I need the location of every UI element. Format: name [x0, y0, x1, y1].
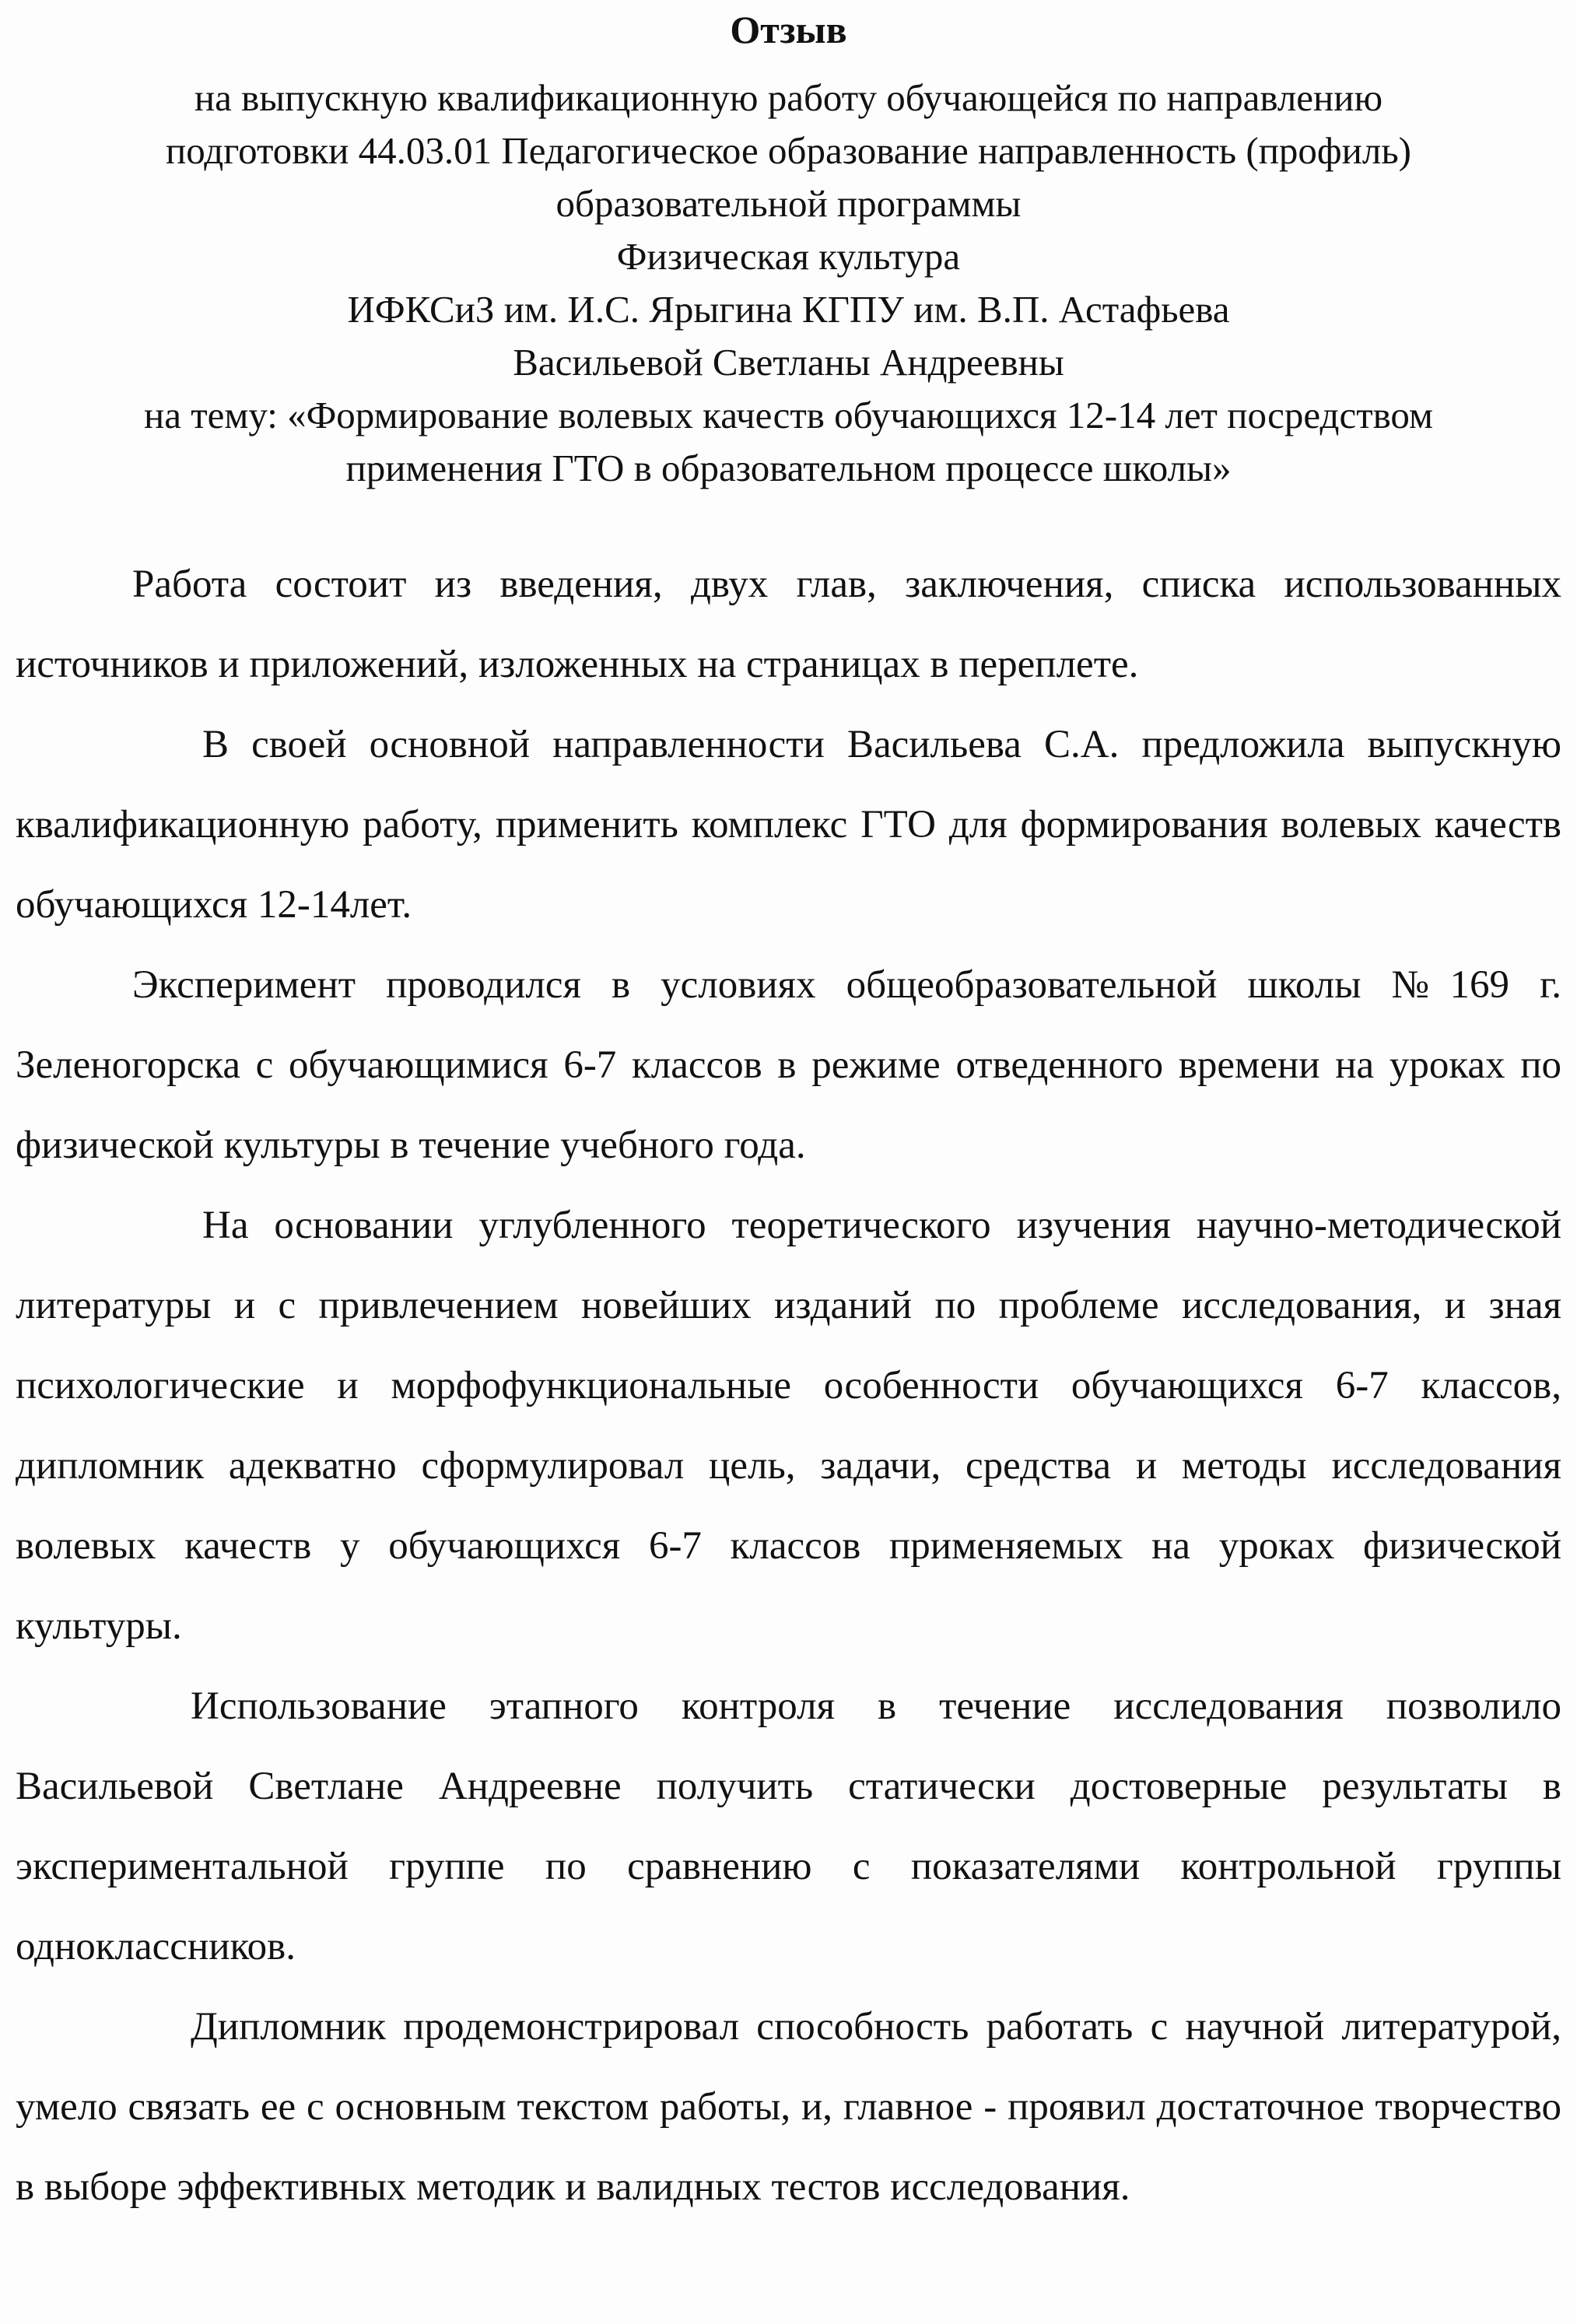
document-title: Отзыв [730, 8, 847, 51]
header-line-4: Физическая культура [616, 235, 961, 278]
paragraph-theory: На основании углубленного теоретического изучения научно-методической литературы и с привлечением новейших изданий по проблеме исследования, и зная психологические и морфофункциональные особенности обучающихся 6-7 классов, дипломник адекватно сформулировал цель, задачи, средства и методы исследования волевых качеств у обучающихся 6-7 классов применяемых на уроках физической культуры. [16, 1204, 1561, 1648]
header-line-6: Васильевой Светланы Андреевны [513, 341, 1064, 384]
document-body [16, 545, 1561, 2228]
paragraph-direction: В своей основной направленности Васильева С.А. предложила выпускную квалификационную работу, применить комплекс ГТО для формирования волевых качеств обучающихся 12-14лет. [16, 723, 1561, 927]
paragraph-ability: Дипломник продемонстрировал способность работать с научной литературой, умело связать ее с основным текстом работы, и, главное - проявил достаточное творчество в выборе эффективных методик и валидных тестов исследования. [16, 2005, 1561, 2209]
paragraph-control: Использование этапного контроля в течение исследования позволило Васильевой Светлане Андреевне получить статически достоверные результаты в экспериментальной группе по сравнению с показателями контрольной группы одноклассников. [16, 1684, 1561, 1968]
paragraph-structure: Работа состоит из введения, двух глав, заключения, списка использованных источников и приложений, изложенных на страницах в переплете. [16, 563, 1561, 686]
header-line-3: образовательной программы [555, 182, 1022, 225]
header-line-1: на выпускную квалификационную работу обучающейся по направлению [194, 76, 1383, 119]
document-header [0, 0, 1577, 495]
header-line-8: применения ГТО в образовательном процессе школы» [345, 447, 1232, 489]
header-line-5: ИФКСиЗ им. И.С. Ярыгина КГПУ им. В.П. Астафьева [347, 288, 1230, 331]
header-line-2: подготовки 44.03.01 Педагогическое образование направленность (профиль) [165, 129, 1412, 172]
header-line-7: на тему: «Формирование волевых качеств обучающихся 12-14 лет посредством [143, 394, 1433, 436]
paragraph-experiment: Эксперимент проводился в условиях общеобразовательной школы №169 г. Зеленогорска с обучающимися 6-7 классов в режиме отведенного времени на уроках по физической культуры в течение учебного года. [16, 963, 1561, 1167]
